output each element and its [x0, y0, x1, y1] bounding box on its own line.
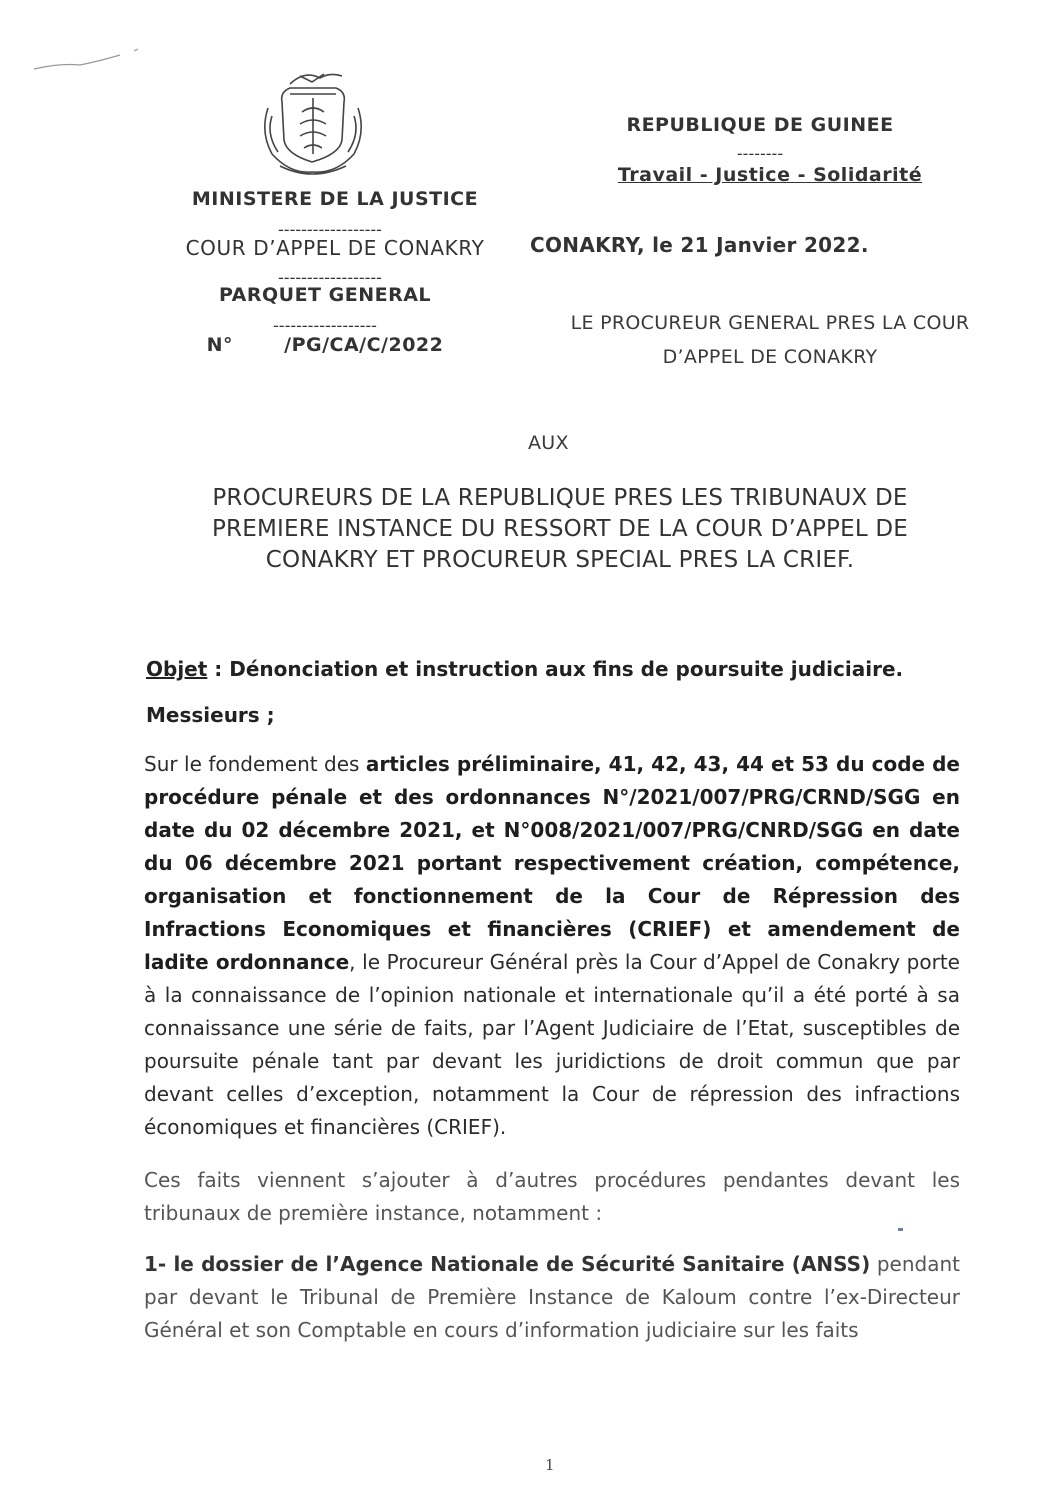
paragraph3-case-title: 1- le dossier de l’Agence Nationale de Sécurité Sanitaire (ANSS) — [144, 1252, 871, 1276]
reference-prefix: N° — [206, 334, 233, 356]
subject-text: : Dénonciation et instruction aux fins de poursuite judiciaire. — [207, 657, 904, 681]
recipients-line3: CONAKRY ET PROCUREUR SPECIAL PRES LA CRIEF. — [265, 547, 855, 573]
handwritten-mark — [30, 45, 150, 79]
separator: ------------------ — [278, 220, 382, 239]
letterhead-right — [560, 114, 960, 194]
ministry-name: MINISTERE DE LA JUSTICE — [191, 188, 479, 210]
parquet-name: PARQUET GENERAL — [218, 284, 432, 306]
separator: -------- — [736, 144, 784, 163]
recipients-block — [130, 485, 990, 578]
coat-of-arms-emblem — [250, 62, 375, 182]
recipients-line2: PREMIERE INSTANCE DU RESSORT DE LA COUR D’APPEL DE — [211, 516, 909, 542]
court-name: COUR D’APPEL DE CONAKRY — [185, 236, 485, 260]
subject-line — [146, 657, 903, 681]
paragraph-legal-basis — [144, 748, 960, 1144]
separator: ------------------ — [273, 316, 377, 335]
paragraph1-intro: Sur le fondement des — [144, 752, 366, 776]
letterhead-left — [140, 188, 530, 366]
subject-label: Objet — [146, 657, 208, 681]
sender-block — [520, 312, 1020, 376]
separator: ------------------ — [278, 268, 382, 287]
national-motto: Travail - Justice - Solidarité — [617, 164, 923, 186]
paragraph-pending-procedures: Ces faits viennent s’ajouter à d’autres procédures pendantes devant les tribunaux de première instance, notamment : — [144, 1168, 960, 1225]
place-date: CONAKRY, le 21 Janvier 2022. — [530, 233, 869, 257]
to-word: AUX — [528, 432, 569, 454]
reference-suffix: /PG/CA/C/2022 — [284, 334, 444, 356]
paragraph1-rest: , le Procureur Général près la Cour d’Appel de Conakry porte à la connaissance de l’opinion nationale et internationale qu’il a été porté à sa connaissance une série de faits, par l’Agent Judiciaire de l’Etat, susceptibles de poursuite pénale tant par devant les juridictions de droit commun que par devant celles d’exception, notamment la Cour de répression des infractions économiques et financières (CRIEF). — [144, 950, 960, 1139]
country-name: REPUBLIQUE DE GUINEE — [626, 114, 894, 136]
reference-number — [120, 334, 530, 366]
redacted-number — [240, 334, 284, 356]
salutation: Messieurs ; — [146, 703, 275, 727]
paragraph1-legal-references: articles préliminaire, 41, 42, 43, 44 et 53 du code de procédure pénale et des ordonnances N°/2021/007/PRG/CRND/SGG en date du 02 décembre 2021, et N°008/2021/007/PRG/CNRD/SGG en date du 06 décembre 2021 portant respectivement création, compétence, organisation et fonctionnement de la Cour de Répression des Infractions Economiques et financières (CRIEF) et amendement de ladite ordonnance — [144, 752, 960, 974]
ink-mark — [898, 1228, 903, 1231]
paragraph-anss-case — [144, 1248, 960, 1347]
page-number: 1 — [545, 1456, 555, 1474]
recipients-line1: PROCUREURS DE LA REPUBLIQUE PRES LES TRIBUNAUX DE — [212, 485, 908, 511]
sender-title-line1: LE PROCUREUR GENERAL PRES LA COUR — [570, 312, 970, 334]
sender-title-line2: D’APPEL DE CONAKRY — [662, 346, 878, 368]
paragraph3-rest: pendant par devant le Tribunal de Première Instance de Kaloum contre l’ex-Directeur Général et son Comptable en cours d’information judiciaire sur les faits — [144, 1252, 960, 1342]
